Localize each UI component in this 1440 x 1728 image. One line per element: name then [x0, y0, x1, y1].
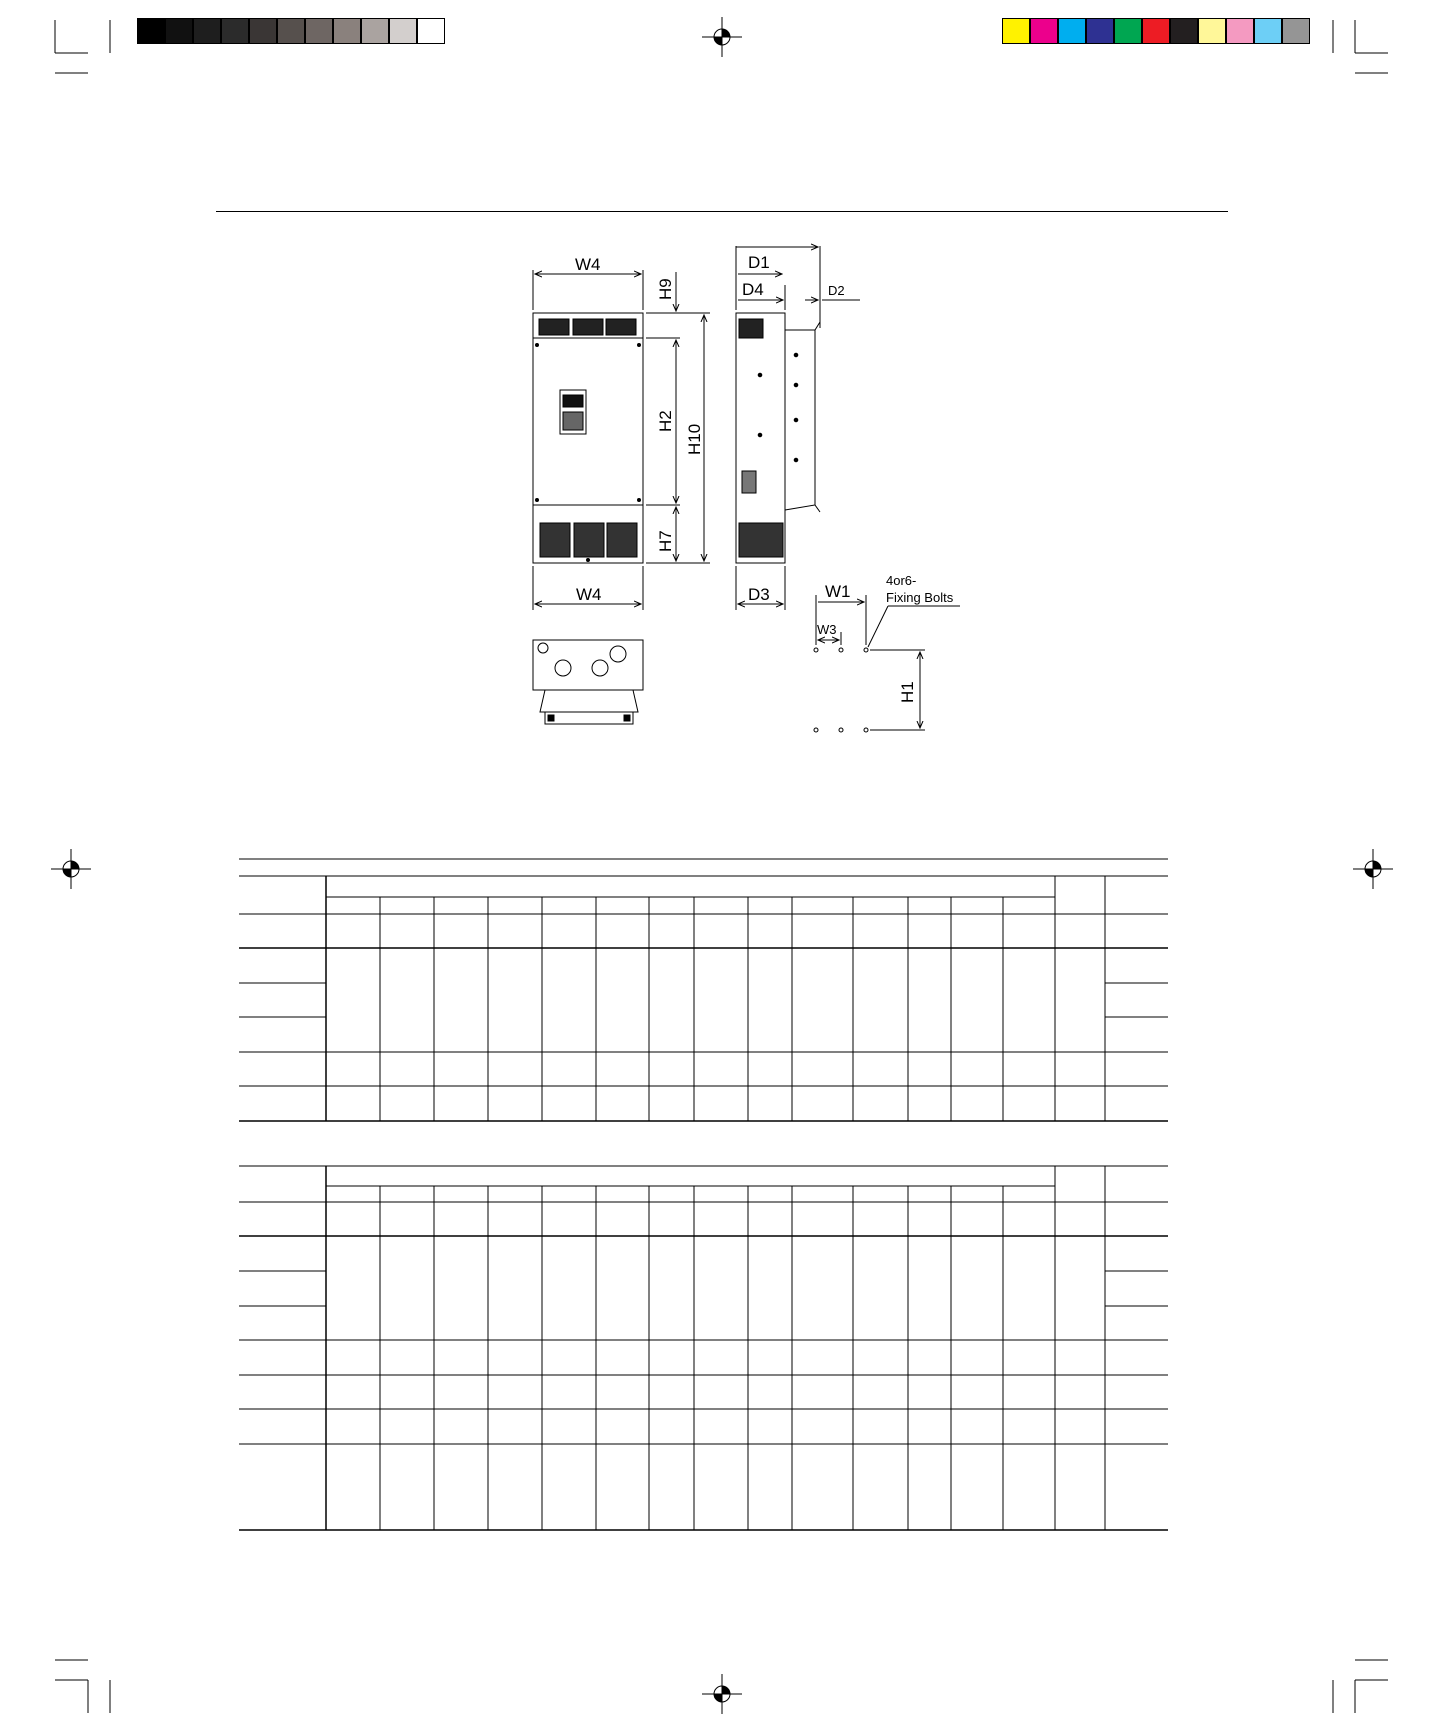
label-w4-bottom: W4	[576, 585, 602, 604]
bottom-view-body	[533, 640, 643, 690]
label-bolts-line1: 4or6-	[886, 573, 917, 588]
label-d1: D1	[748, 253, 770, 272]
label-w1: W1	[825, 582, 851, 601]
label-w3: W3	[817, 622, 837, 637]
registration-mark-right	[1353, 849, 1393, 889]
label-h2: H2	[656, 410, 675, 432]
label-d4: D4	[742, 280, 764, 299]
label-d3: D3	[748, 585, 770, 604]
label-h7: H7	[656, 530, 675, 552]
label-bolts-line2: Fixing Bolts	[886, 590, 954, 605]
label-h9: H9	[656, 278, 675, 300]
label-h10: H10	[685, 423, 704, 455]
registration-mark-bottom	[702, 1674, 742, 1714]
dimension-drawing	[0, 0, 1440, 760]
registration-mark-left	[51, 849, 91, 889]
label-w4-top: W4	[575, 255, 601, 274]
label-d2: D2	[828, 283, 845, 298]
label-h1: H1	[898, 681, 917, 703]
